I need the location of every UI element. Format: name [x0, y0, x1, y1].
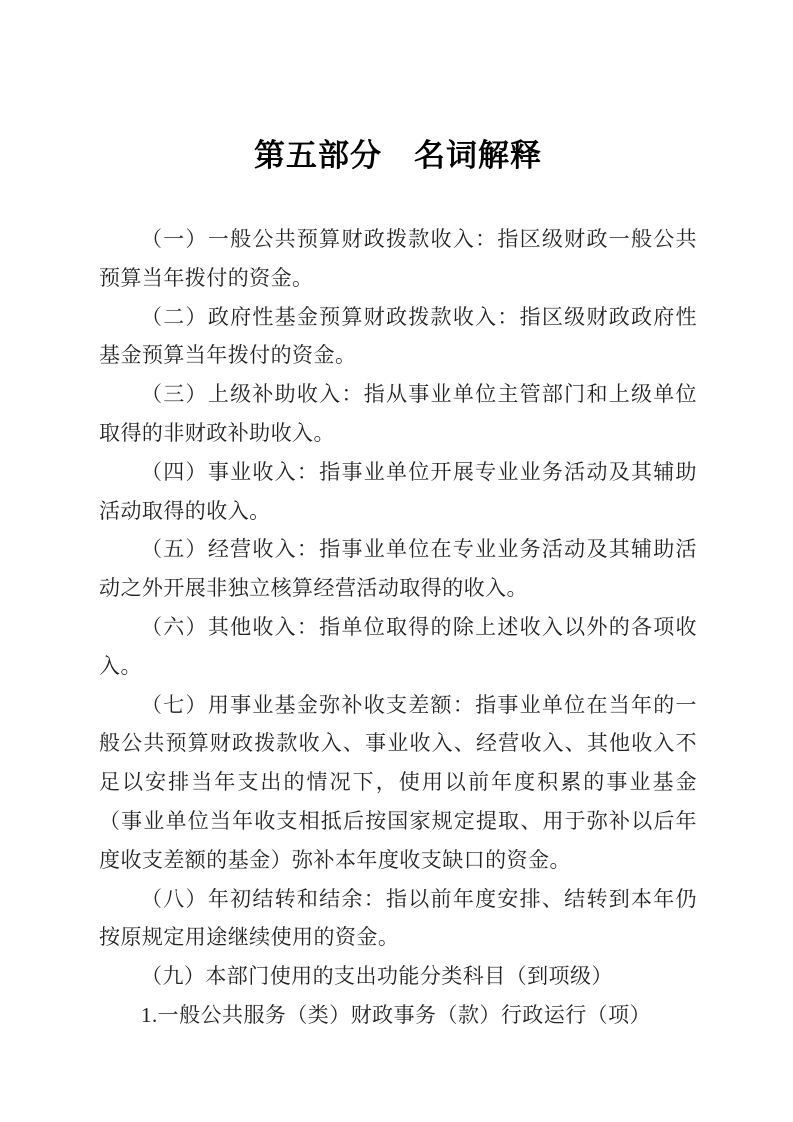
definition-paragraph-6: （六）其他收入：指单位取得的除上述收入以外的各项收入。 — [99, 614, 697, 678]
definition-paragraph-4: （四）事业收入：指事业单位开展专业业务活动及其辅助活动取得的收入。 — [99, 459, 697, 523]
definition-paragraph-2: （二）政府性基金预算财政拨款收入：指区级财政政府性基金预算当年拨付的资金。 — [99, 304, 697, 368]
definition-paragraph-5: （五）经营收入：指事业单位在专业业务活动及其辅助活动之外开展非独立核算经营活动取得的收入。 — [99, 537, 697, 601]
definition-paragraph-3: （三）上级补助收入：指从事业单位主管部门和上级单位取得的非财政补助收入。 — [99, 382, 697, 445]
definition-subitem-1: 1.一般公共服务（类）财政事务（款）行政运行（项） — [141, 1002, 651, 1027]
definition-paragraph-9: （九）本部门使用的支出功能分类科目（到项级） — [141, 964, 613, 989]
definition-paragraph-1: （一）一般公共预算财政拨款收入：指区级财政一般公共预算当年拨付的资金。 — [99, 227, 697, 290]
page-title: 第五部分 名词解释 — [254, 138, 542, 173]
definition-paragraph-8: （八）年初结转和结余：指以前年度安排、结转到本年仍按原规定用途继续使用的资金。 — [99, 886, 697, 950]
definition-paragraph-7: （七）用事业基金弥补收支差额：指事业单位在当年的一般公共预算财政拨款收入、事业收入、经营收入、其他收入不足以安排当年支出的情况下，使用以前年度积累的事业基金（事业单位当年收支相抵后按国家规定提取、用于弥补以后年度收支差额的基金）弥补本年度收支缺口的资金。 — [99, 692, 697, 872]
